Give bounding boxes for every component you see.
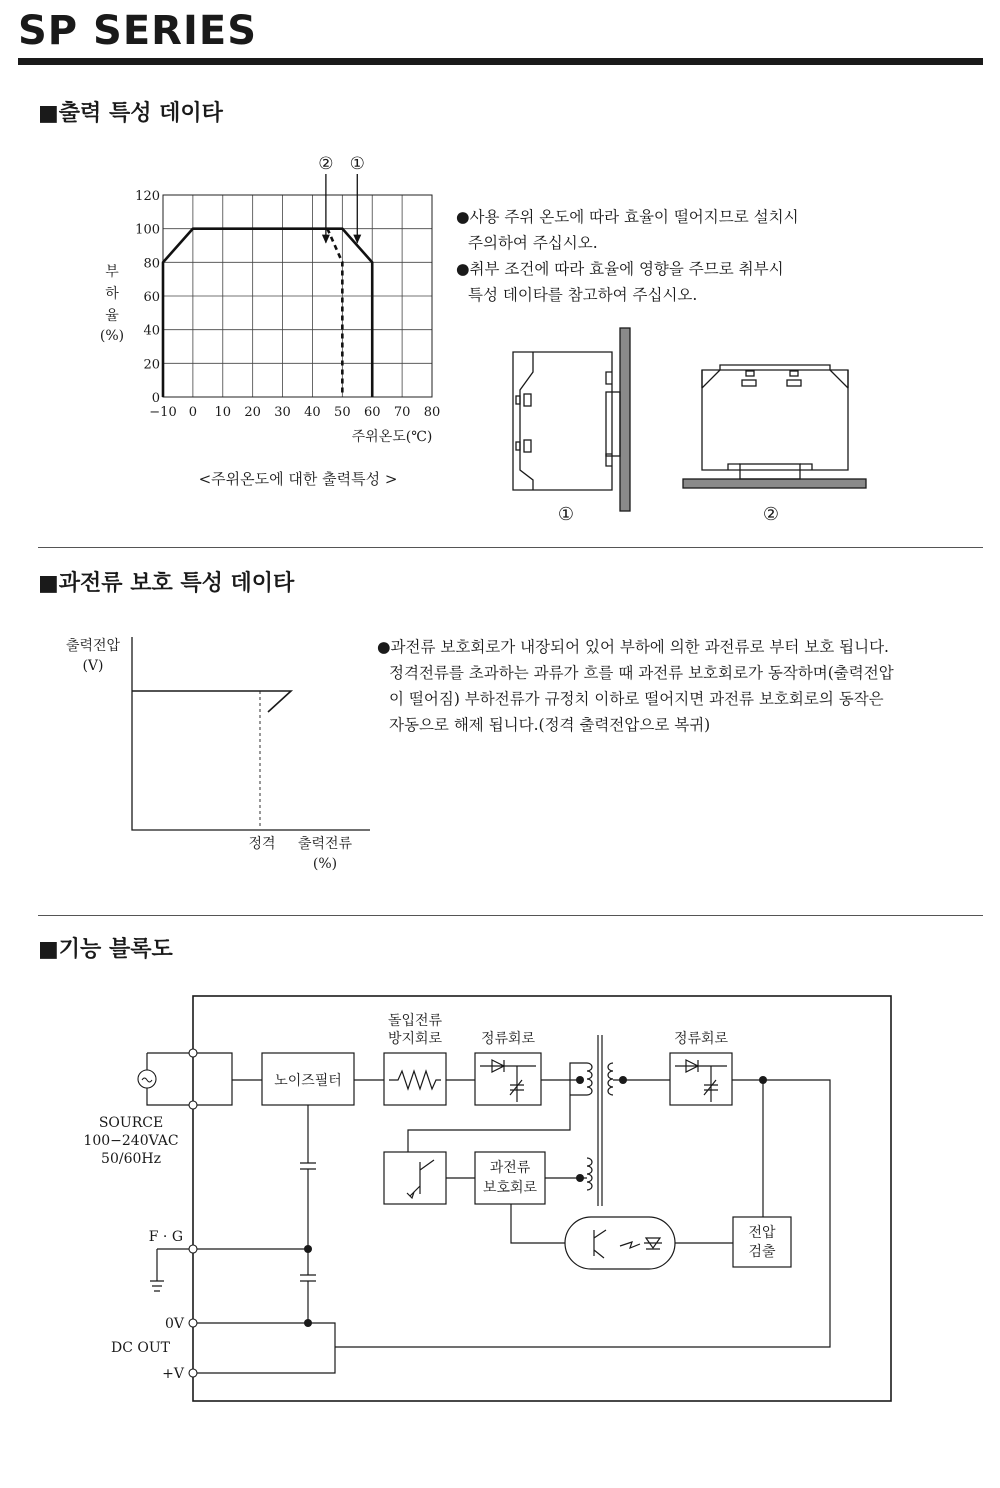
x-tick-label: −10 <box>149 405 177 420</box>
y-tick-label: 40 <box>143 323 160 339</box>
section2-heading: ■과전류 보호 특성 데이타 <box>38 571 295 596</box>
voltage-detect-label: 검출 <box>748 1244 776 1260</box>
fg-label: F · G <box>148 1229 183 1245</box>
x-tick-label: 50 <box>334 405 351 420</box>
note-line: 이 떨어짐) 부하전류가 규정치 이하로 떨어지면 과전류 보호회로의 동작은 <box>389 690 884 708</box>
graph-ylabel: 출력전압 <box>65 638 121 654</box>
mount-label-1: ① <box>557 504 575 525</box>
inrush-box <box>384 1053 446 1105</box>
source-frequency: 50/60Hz <box>101 1151 161 1167</box>
zero-v-label: 0V <box>164 1316 184 1332</box>
x-tick-label: 10 <box>214 405 232 420</box>
transformer-core <box>598 1035 602 1206</box>
graph-yunit: (V) <box>82 658 104 674</box>
note-line: ●사용 주위 온도에 따라 효율이 떨어지므로 설치시 <box>456 208 799 226</box>
graph-xlabel: 출력전류 <box>297 836 353 852</box>
series-marker: ① <box>349 154 365 174</box>
y-tick-label: 20 <box>143 357 160 373</box>
x-tick-label: 30 <box>274 405 291 420</box>
y-tick-label: 80 <box>143 256 160 272</box>
mount-label-2: ② <box>762 504 780 525</box>
resistor-symbol <box>389 1071 441 1089</box>
overcurrent-label: 보호회로 <box>482 1180 538 1196</box>
y-axis-unit: (%) <box>99 328 125 344</box>
plus-v-label: +V <box>162 1366 184 1382</box>
series-title: SP SERIES <box>18 8 257 54</box>
note-line: ●과전류 보호회로가 내장되어 있어 부하에 의한 과전류로 부터 보호 됩니다. <box>377 638 889 656</box>
graph-xunit: (%) <box>312 856 338 872</box>
ac-source-icon <box>138 1070 156 1088</box>
voltage-detect-label: 전압 <box>748 1225 776 1241</box>
x-tick-label: 60 <box>363 405 381 420</box>
inrush-label: 돌입전류 <box>387 1013 443 1029</box>
y-axis-label-char: 율 <box>105 308 119 324</box>
y-axis-label-char: 부 <box>105 264 119 280</box>
rectifier2-box <box>670 1053 732 1105</box>
x-tick-label: 0 <box>188 405 198 420</box>
section3-heading: ■기능 블록도 <box>38 937 173 962</box>
x-tick-label: 40 <box>304 405 321 420</box>
diagram-frame <box>193 996 891 1401</box>
x-axis-label: 주위온도(℃) <box>351 429 433 445</box>
x-tick-label: 70 <box>393 405 411 420</box>
section1-heading: ■출력 특성 데이타 <box>38 101 223 126</box>
rectifier1-label: 정류회로 <box>480 1031 536 1047</box>
y-tick-label: 0 <box>151 391 160 406</box>
note-line: 주의하여 주십시오. <box>468 234 598 252</box>
x-tick-label: 80 <box>423 405 441 420</box>
note-line: ●취부 조건에 따라 효율에 영향을 주므로 취부시 <box>456 260 784 278</box>
x-tick-label: 20 <box>244 405 261 420</box>
y-tick-label: 60 <box>143 290 160 305</box>
rectifier1-box <box>475 1053 541 1105</box>
rectifier2-label: 정류회로 <box>673 1031 729 1047</box>
note-line: 특성 데이타를 참고하여 주십시오. <box>468 286 698 304</box>
y-axis-label-char: 하 <box>105 286 119 302</box>
note-line: 정격전류를 초과하는 과류가 흐를 때 과전류 보호회로가 동작하며(출력전압 <box>389 664 894 682</box>
series-marker: ② <box>318 154 334 174</box>
noise-filter-label: 노이즈필터 <box>274 1073 342 1089</box>
chart-caption: <주위온도에 대한 출력특성 > <box>198 470 398 488</box>
y-tick-label: 100 <box>135 222 160 238</box>
source-label: SOURCE <box>98 1115 164 1131</box>
inrush-label: 방지회로 <box>387 1031 443 1047</box>
switch-box <box>384 1152 446 1204</box>
dc-out-label: DC OUT <box>110 1340 170 1356</box>
note-line: 자동으로 해제 됩니다.(정격 출력전압으로 복귀) <box>389 716 711 734</box>
overcurrent-label: 과전류 <box>489 1160 531 1176</box>
y-tick-label: 120 <box>135 189 160 204</box>
graph-rated-label: 정격 <box>248 836 276 852</box>
source-voltage: 100−240VAC <box>83 1133 179 1149</box>
